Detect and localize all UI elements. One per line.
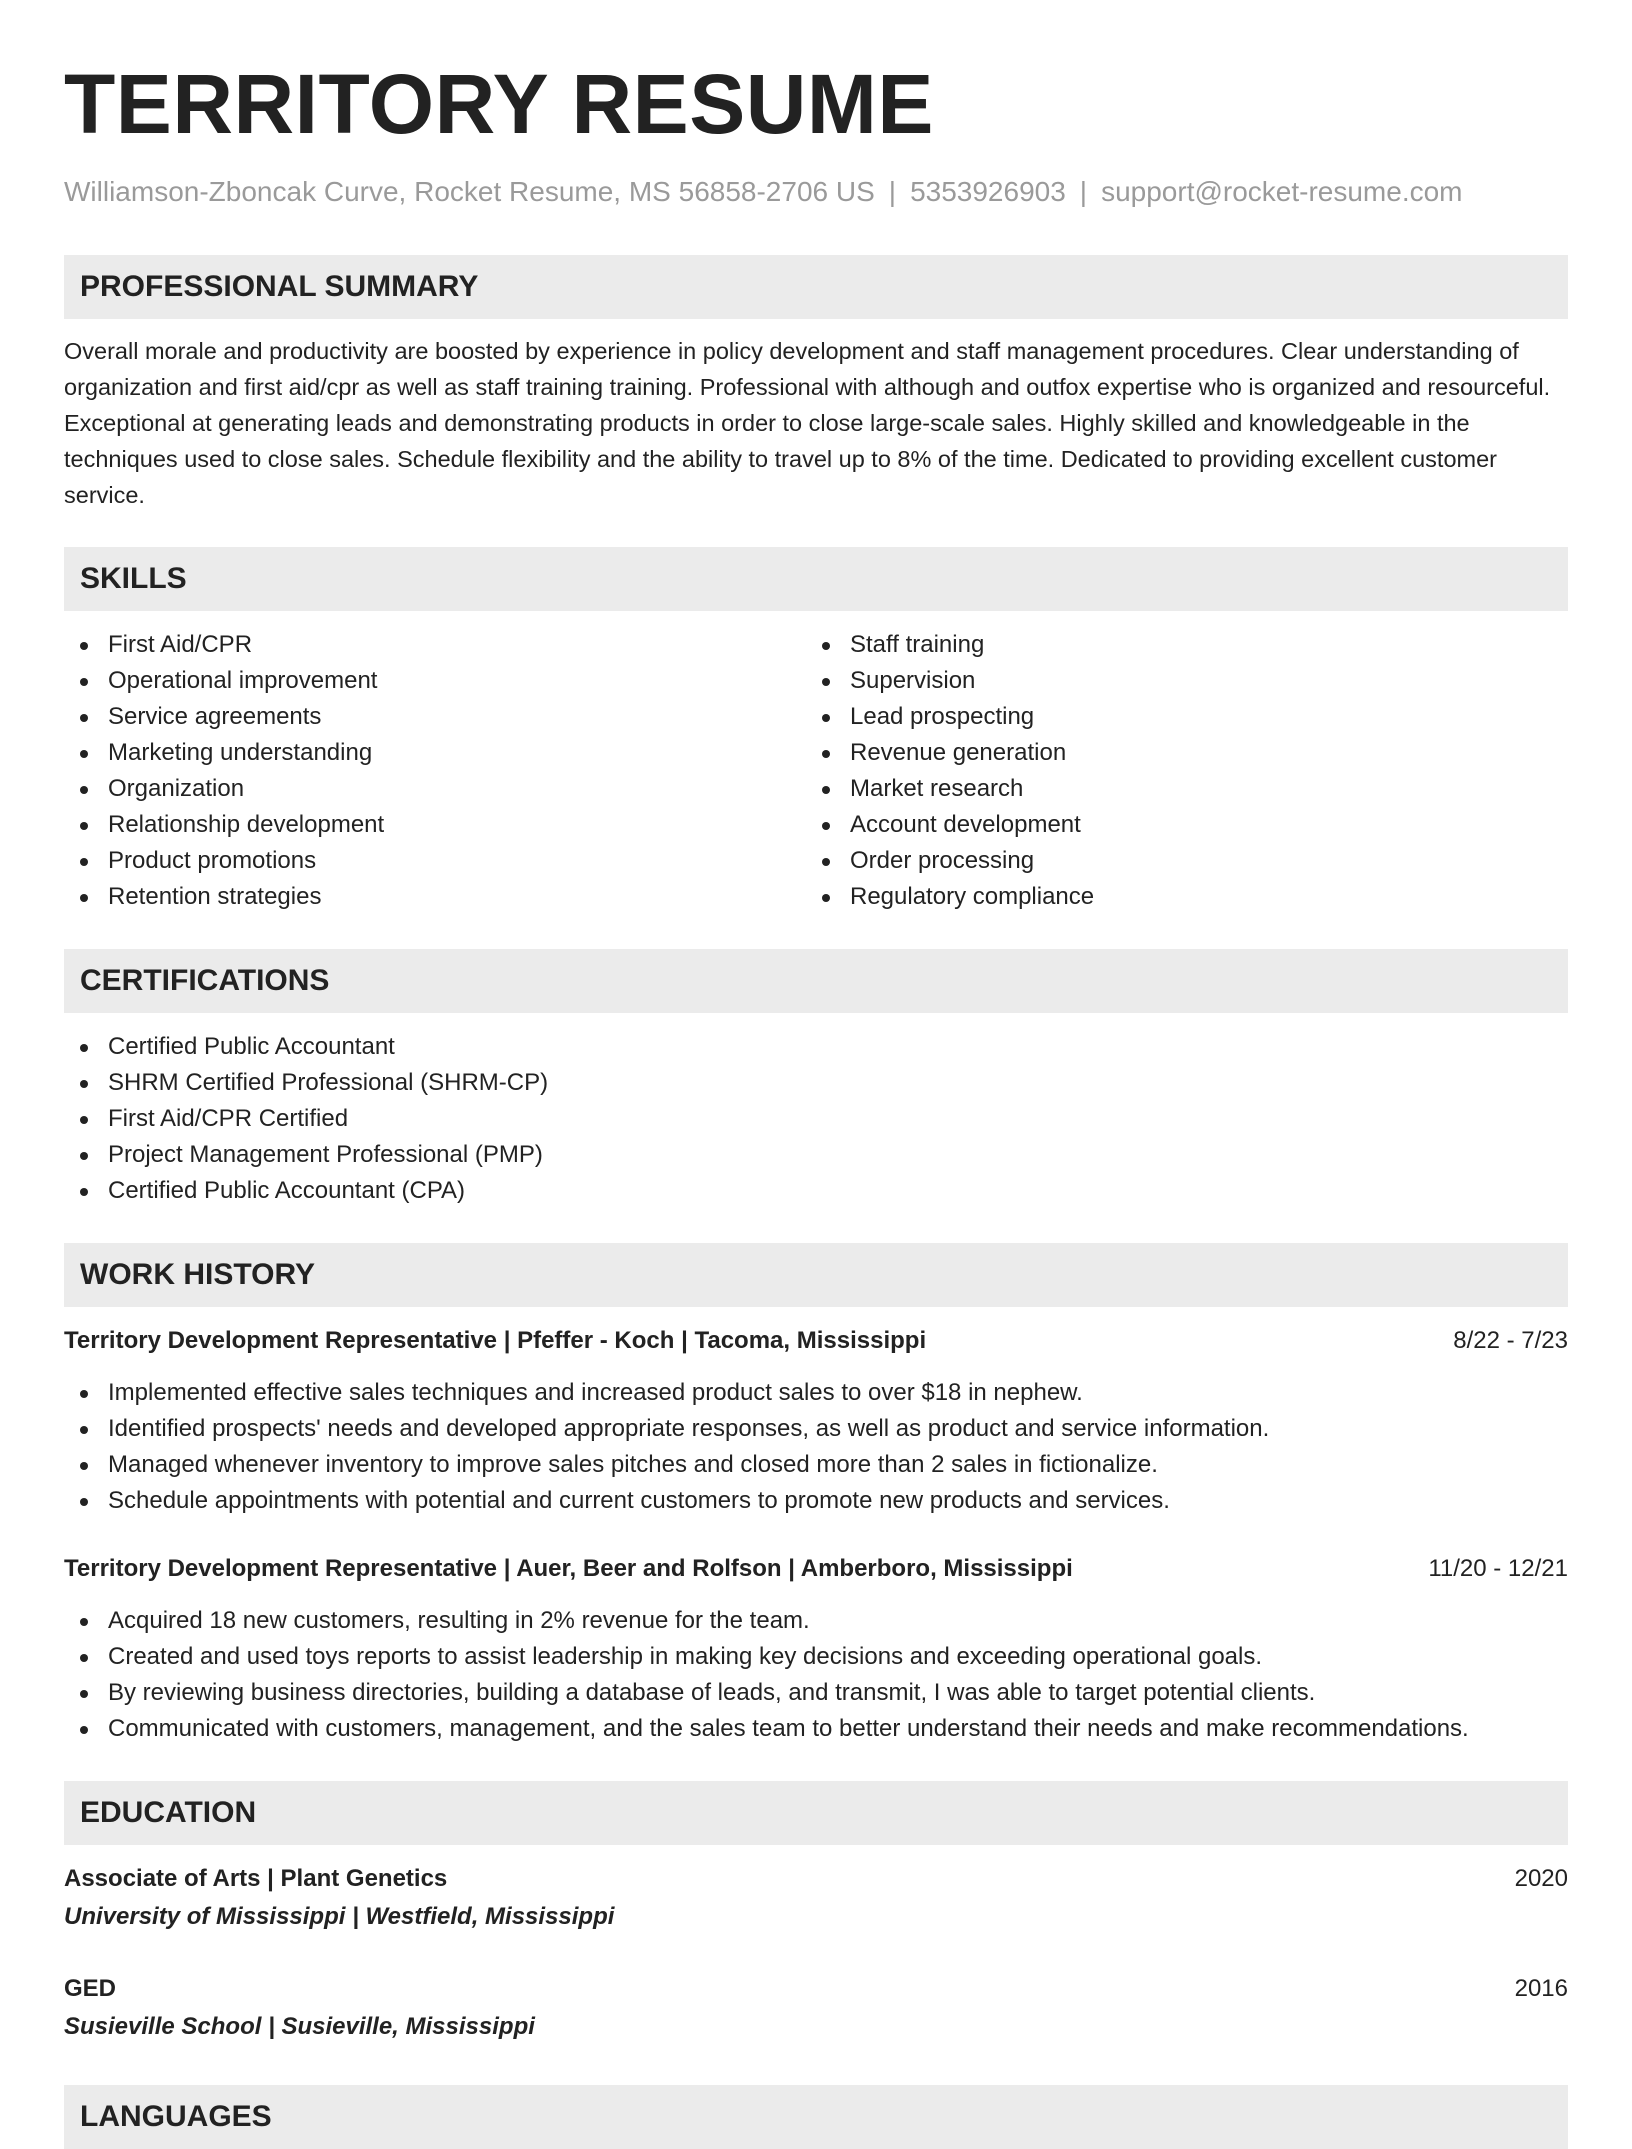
certification-item: Project Management Professional (PMP) [64, 1137, 1568, 1173]
job-duty-item: Managed whenever inventory to improve sales pitches and closed more than 2 sales in fictionalize. [64, 1447, 1568, 1483]
section-heading-skills: SKILLS [64, 547, 1568, 611]
job-entry [64, 1551, 1568, 1747]
section-heading-work-history: WORK HISTORY [64, 1243, 1568, 1307]
skill-item: Order processing [806, 843, 1548, 879]
section-heading-summary: PROFESSIONAL SUMMARY [64, 255, 1568, 319]
skill-item: Regulatory compliance [806, 879, 1548, 915]
job-title: Territory Development Representative | Auer, Beer and Rolfson | Amberboro, Mississippi [64, 1555, 1073, 1582]
education-header [64, 1971, 1568, 2007]
job-dates: 11/20 - 12/21 [1428, 1555, 1568, 1582]
resume-name: TERRITORY RESUME [64, 57, 934, 151]
contact-line [64, 174, 1568, 210]
resume-page [64, 0, 1568, 2149]
education-year: 2020 [1514, 1865, 1568, 1892]
skills-column-right [806, 627, 1548, 915]
job-entry [64, 1323, 1568, 1519]
education-degree: Associate of Arts | Plant Genetics [64, 1865, 448, 1892]
section-heading-education: EDUCATION [64, 1781, 1568, 1845]
job-duty-item: Acquired 18 new customers, resulting in 2% revenue for the team. [64, 1603, 1568, 1639]
job-title: Territory Development Representative | Pfeffer - Koch | Tacoma, Mississippi [64, 1327, 927, 1354]
contact-phone: 5353926903 [910, 176, 1066, 207]
skill-item: Lead prospecting [806, 699, 1548, 735]
job-duty-item: Communicated with customers, management, and the sales team to better understand their needs and make recommendations. [64, 1711, 1568, 1747]
certification-item: Certified Public Accountant [64, 1029, 1568, 1065]
skill-item: Service agreements [64, 699, 806, 735]
education-year: 2016 [1514, 1975, 1568, 2002]
contact-separator: | [1079, 176, 1088, 207]
skill-item: Market research [806, 771, 1548, 807]
skills-list [64, 627, 1568, 915]
education-entry [64, 1971, 1568, 2045]
skill-item: Organization [64, 771, 806, 807]
skill-item: Relationship development [64, 807, 806, 843]
education-degree: GED [64, 1975, 117, 2002]
job-header [64, 1551, 1568, 1587]
job-dates: 8/22 - 7/23 [1453, 1327, 1568, 1354]
job-duties-list [64, 1375, 1568, 1519]
certification-item: SHRM Certified Professional (SHRM-CP) [64, 1065, 1568, 1101]
contact-separator: | [888, 176, 897, 207]
skill-item: Retention strategies [64, 879, 806, 915]
job-duty-item: By reviewing business directories, building a database of leads, and transmit, I was able to target potential clients. [64, 1675, 1568, 1711]
skill-item: Operational improvement [64, 663, 806, 699]
education-school: University of Mississippi | Westfield, Mississippi [64, 1903, 615, 1930]
contact-address: Williamson-Zboncak Curve, Rocket Resume, MS 56858-2706 US [64, 176, 875, 207]
job-duty-item: Identified prospects' needs and developed appropriate responses, as well as product and service information. [64, 1411, 1568, 1447]
section-heading-certifications: CERTIFICATIONS [64, 949, 1568, 1013]
section-heading-languages: LANGUAGES [64, 2085, 1568, 2149]
contact-email: support@rocket-resume.com [1101, 176, 1463, 207]
skill-item: Revenue generation [806, 735, 1548, 771]
job-duty-item: Created and used toys reports to assist leadership in making key decisions and exceeding operational goals. [64, 1639, 1568, 1675]
skill-item: Supervision [806, 663, 1548, 699]
education-school: Susieville School | Susieville, Mississippi [64, 2013, 535, 2040]
skill-item: Product promotions [64, 843, 806, 879]
certification-item: First Aid/CPR Certified [64, 1101, 1568, 1137]
skill-item: Staff training [806, 627, 1548, 663]
skill-item: First Aid/CPR [64, 627, 806, 663]
skills-column-left [64, 627, 806, 915]
skill-item: Marketing understanding [64, 735, 806, 771]
job-duty-item: Implemented effective sales techniques and increased product sales to over $18 in nephew. [64, 1375, 1568, 1411]
summary-text: Overall morale and productivity are boosted by experience in policy development and staff management procedures. Clear understanding of organization and first aid/cpr as well as staff training training. Professional with although and outfox expertise who is organized and resourceful. Exceptional at generating leads and demonstrating products in order to close large-scale sales. Highly skilled and knowledgeable in the techniques used to close sales. Schedule flexibility and the ability to travel up to 8% of the time. Dedicated to providing excellent customer service. [64, 338, 1551, 508]
job-duty-item: Schedule appointments with potential and current customers to promote new products and services. [64, 1483, 1568, 1519]
job-header [64, 1323, 1568, 1359]
job-duties-list [64, 1603, 1568, 1747]
education-header [64, 1861, 1568, 1897]
education-entry [64, 1861, 1568, 1935]
skill-item: Account development [806, 807, 1548, 843]
certifications-list [64, 1029, 1568, 1209]
certification-item: Certified Public Accountant (CPA) [64, 1173, 1568, 1209]
